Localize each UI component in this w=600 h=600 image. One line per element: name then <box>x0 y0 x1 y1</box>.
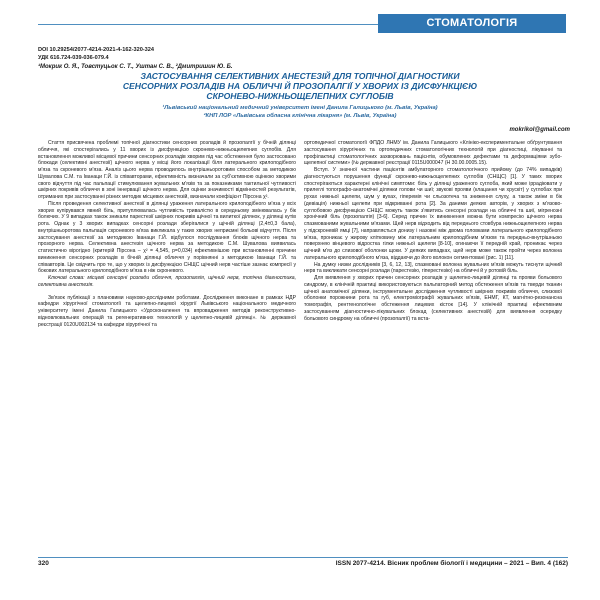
footer-rule <box>38 557 568 558</box>
body-paragraph: ортопедичної стоматології ФПДО ЛНМУ ім. Данила Галицького «Клініко-експериментальне обґрунтування застосування хірургічних та ортопедичних стоматологічних технологій при діагностиці, лікуванні та профілактиці стоматологічних захворювань пацієнтів, обумовлених дефектами та деформаціями зубо-щелепної системи» (№ державної реєстрації 0115U000047 (H 30.00.0005.15). <box>304 140 562 167</box>
affiliation-1: ¹Львівський національний медичний університет імені Данила Галицького (м. Львів, Україна) <box>162 105 438 111</box>
section-label: СТОМАТОЛОГІЯ <box>378 14 566 33</box>
right-column <box>304 140 562 322</box>
body-paragraph: Для виявлення у хворих причин сенсорних розладів у щелепно-лицевій ділянці та прояви больового синдрому, в клінічній практиці використовуються пальпаторний метод обстеження м'язів та тверди тканин щічної анатомічної ділянки, інструментальне дослідження чутливості шкірних покривів обличчя, слизової оболонки порожнини рота та губ, електроміографії жувальних м'язів, ЕНМГ, КТ, магнітно-резонансна томографія, рентгенологічне обстеження лицевих кісток [14]. У клінічній практиці ефективним застосуванням діагностично-лікувальних блокад (селективних анестезій) для виявлення осередку больового синдрому на обличчі (прозопалгії) та вста- <box>304 275 562 322</box>
affiliation-2: ²КНП ЛОР «Львівська обласна клінічна лікарня» (м. Львів, Україна) <box>203 113 397 119</box>
authors: ¹Мокрик О. Я., Товстуцьок С. Т., Уштан С. В., ²Дмитришин Ю. Б. <box>38 64 233 70</box>
title-line: СКРОНЕВО-НИЖНЬОЩЕЛЕПНИХ СУГЛОБІВ <box>206 91 394 102</box>
title-line: СЕНСОРНИХ РОЗЛАДІВ НА ОБЛИЧЧІ Й ПРОЗОПАЛГІЇ У ХВОРИХ ІЗ ДИСФУНКЦІЄЮ <box>122 81 478 92</box>
article-title <box>30 71 570 102</box>
left-column <box>38 140 296 328</box>
keywords: Ключові слова: місцеві сенсорні розлади обличчя, прозопалгія, щічний нерв, топічна діагностика, селективна анестезія. <box>38 275 296 288</box>
udc: УДК 616.724-039-036-079.4 <box>38 55 109 61</box>
body-paragraph: Зв'язок публікації з плановими науково-дослідними роботами. Дослідження виконане в рамках НДР кафедри хірургічної стоматології та щелепно-лицевої хірургії Львівського національного медичного університету імені Данила Галицького «Удосконалення та впровадження методів реконструктивно-відновлювальних операцій та регенеративних технологій у щелепно-лицевій ділянці». № державної реєстрації 0120U002134 та кафедри хірургічної та <box>38 294 296 328</box>
author-email[interactable]: mokrikol@gmail.com <box>509 127 570 133</box>
abstract-paragraph: Після проведення селективної анестезії в ділянці ураження латерального крилоподібного м'яза у всіх хворих купірувався явний біль, притуплювалась чутливість тривалістю в середньому змінювалась у бік болючих. У 9 випадках також зникали парестезії шкірних покривів щічної та вилиткої ділянок, у ділянці кутів рота. Однак у 3 хворих випадках сенсорні розлади зберігалися у щічній ділянці (2,4±0,3 бала), внутрішньоротова пальпація скроневого м'яза викликала у таких хворих неприємні больові відчуття. Після застосування анестезії за методикою Іванаци Г.Й. відбулося послідування блоків щічного нерва та прозорного нерва. Селективна анестезія щічного нерва за методикою С.М. Шувалова виявилась статистично вірогідно (критерій Пірсона – χ² = 4,545, p=0,034) ефективнішою при встановленні причини виникнення сенсорних розладів в бічній ділянці обличчя у порівнянні з методикою Іванаци Г.Й. та співавторів. Це свідчить про те, що у хворих із дисфункцією СНЩС щічний нерв частіше зазнає компресії у бокових латерального крилоподібного м'яза в ніж скроневого. <box>38 200 296 275</box>
abstract-paragraph: Стаття присвячена проблемі топічної діагностики сенсорних розладів й прозопалгії у бічній ділянці обличчя, які спостерігались у 11 хворих із дисфункцією скронево-нижньощелепних суглобів. Для встановлення можливої місцевої причини сенсорних розладів хворим під час обстеження було застосовано блокади (селективні анестезії) щічного нерва у місці його локалізації біля латерального крилоподібного м'яза та скроневого м'яза. Аналіз цього нерва проводилось внутрішньоротовим способом за методикою Шувалова С.М. та Іванаци Г.Й. із співавторами, ефективність визначали за суб'єктивною оцінкою хворими свого відчуття під час пальпації стимулювання жувальних м'язів та за показниками тактильної чутливості шкірних покривів обличчя в зоні іннервації щічного нерва. Для оцінки значимості відмінностей результатів, отриманих при застосуванні різних методик місцевих анестезій, визначали коефіцієнт Пірсона χ². <box>38 140 296 200</box>
body-paragraph: На думку низки дослідників [3, 6, 12, 13], спазмовані волокна жувальних м'язів можуть тиснути щічний нерв та викликати сенсорні розлади (парестезію, гіперестезію) на обличчі й у ротовій біль. <box>304 261 562 275</box>
page-number: 320 <box>38 560 49 567</box>
title-line: ЗАСТОСУВАННЯ СЕЛЕКТИВНИХ АНЕСТЕЗІЙ ДЛЯ ТОПІЧНОЇ ДІАГНОСТИКИ <box>140 71 460 81</box>
doi[interactable]: DOI 10.29254/2077-4214-2021-4-162-320-324 <box>38 47 155 53</box>
header-rule <box>38 24 378 25</box>
journal-info: ISSN 2077-4214. Вісник проблем біології і медицини – 2021 – Вип. 4 (162) <box>335 560 568 567</box>
body-paragraph: Вступ. У значної частини пацієнтів амбулаторного стоматологічного прийому (до 74% випадків) діагностуються порушення функції скронево-нижньощелепних суглобів (СНЩС) [1]. У таких хворих спостерігаються характерні клінічні симптоми: біль у ділянці ураженого суглоба, який може іррадіювати у прилеглі топографо-анатомічні ділянки голови чи шиї; звукові прояви (клацання чи хрускіт) у суглобах при рухах нижньої щелепи, шум у вухах, гіперемія чи сльозотеча та зниження слуху, а також зміни в бік (девіація) нижньої щелепи при відкриванні рота [2]. За даними деяких авторів, у хворих з м'язово-суглобовою дисфункцією СНЩС можуть також з'явитись сенсорні розлади на обличчі та шиї, мігренозні хронічний біль (прозопалгія) [3-6]. Серед причин їх виникнення можна бути компресію щічного нерва спазмованими жувальними м'язами. Щей нерв відходить від переднього стовбура нижньощелепного нерва у підскроневій ямці [7], направляється донизу і назовні між двома головками латерального крилоподібного м'яза, проникає у жирову клітковину між латеральним крилоподібним м'язом та передньо-внутрішньою поверхнею вінцевого відростка гілки нижньої щелепи [8-10], огинаючи її передній край, проникає через щічний м'яз до слизової оболонки щоки. У деяких випадках, щей нерв може також пройти через волокна латерального крилоподібного м'яза, віддаючи до його волокон сегментовані (рис. 1) [11]. <box>304 167 562 261</box>
